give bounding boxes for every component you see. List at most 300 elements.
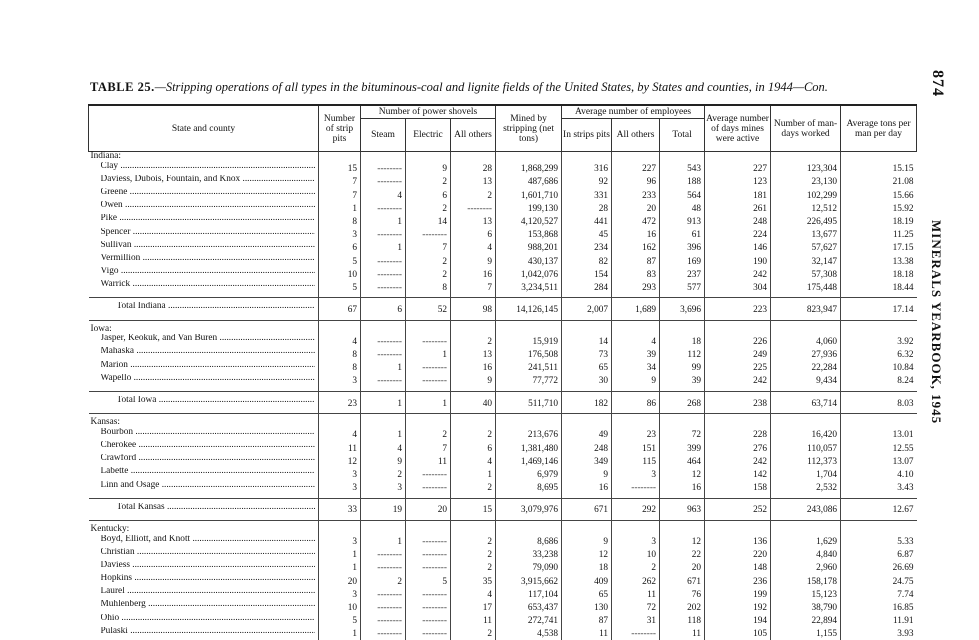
county-name	[89, 481, 319, 494]
employees-all-others: 16	[612, 228, 660, 241]
steam: 6	[361, 298, 406, 320]
header-steam: Steam	[361, 119, 406, 152]
table-body	[89, 152, 917, 640]
empty-cell	[771, 325, 841, 335]
mined: 1,601,710	[496, 188, 562, 201]
empty-cell	[562, 152, 612, 162]
steam: --------	[361, 614, 406, 627]
electric: 7	[406, 441, 451, 454]
tons-per-day: 18.44	[841, 280, 917, 293]
in-strip-pits: 16	[562, 481, 612, 494]
county-name	[89, 267, 319, 280]
days-active: 136	[705, 535, 771, 548]
employees-all-others: 39	[612, 347, 660, 360]
in-strip-pits: 12	[562, 548, 612, 561]
empty-cell	[705, 152, 771, 162]
state-name: Kentucky:	[89, 525, 319, 535]
steam: 2	[361, 574, 406, 587]
days-active: 199	[705, 587, 771, 600]
shovels-all-others: 98	[451, 298, 496, 320]
employees-all-others: 293	[612, 280, 660, 293]
man-days: 57,627	[771, 241, 841, 254]
shovels-all-others: 16	[451, 267, 496, 280]
mined: 272,741	[496, 614, 562, 627]
in-strip-pits: 14	[562, 334, 612, 347]
total-employees: 913	[660, 214, 705, 227]
tons-per-day: 15.15	[841, 162, 917, 175]
in-strip-pits: 87	[562, 614, 612, 627]
electric: --------	[406, 627, 451, 640]
tons-per-day: 13.38	[841, 254, 917, 267]
employees-all-others: 9	[612, 374, 660, 387]
in-strip-pits: 2,007	[562, 298, 612, 320]
man-days: 2,532	[771, 481, 841, 494]
mined: 1,469,146	[496, 454, 562, 467]
strip-pits: 20	[319, 574, 361, 587]
county-row	[89, 535, 917, 548]
county-name	[89, 441, 319, 454]
employees-all-others: 11	[612, 587, 660, 600]
county-name-text: Owen .....	[101, 201, 316, 211]
county-name	[89, 254, 319, 267]
mined: 14,126,145	[496, 298, 562, 320]
tons-per-day: 15.92	[841, 201, 917, 214]
county-row	[89, 280, 917, 293]
county-name-text: Sullivan .....	[101, 241, 316, 251]
county-name	[89, 614, 319, 627]
shovels-all-others: 28	[451, 162, 496, 175]
county-name	[89, 548, 319, 561]
county-name-text: Crawford .....	[101, 454, 316, 464]
days-active: 252	[705, 498, 771, 520]
tons-per-day: 17.14	[841, 298, 917, 320]
county-name	[89, 392, 319, 414]
tons-per-day: 6.87	[841, 548, 917, 561]
mined: 213,676	[496, 428, 562, 441]
man-days: 23,130	[771, 175, 841, 188]
man-days: 226,495	[771, 214, 841, 227]
county-name-text: Christian .....	[101, 548, 316, 558]
days-active: 158	[705, 481, 771, 494]
steam: 3	[361, 481, 406, 494]
shovels-all-others: 13	[451, 347, 496, 360]
employees-all-others: 20	[612, 201, 660, 214]
days-active: 142	[705, 467, 771, 480]
state-name: Iowa:	[89, 325, 319, 335]
header-total-employees: Total	[660, 119, 705, 152]
days-active: 192	[705, 600, 771, 613]
total-employees: 671	[660, 574, 705, 587]
state-heading-row	[89, 152, 917, 162]
shovels-all-others: 17	[451, 600, 496, 613]
mined: 176,508	[496, 347, 562, 360]
days-active: 276	[705, 441, 771, 454]
days-active: 181	[705, 188, 771, 201]
steam: 1	[361, 535, 406, 548]
tons-per-day: 7.74	[841, 587, 917, 600]
man-days: 1,704	[771, 467, 841, 480]
steam: 1	[361, 428, 406, 441]
total-employees: 16	[660, 481, 705, 494]
county-name	[89, 627, 319, 640]
county-name	[89, 561, 319, 574]
total-employees: 72	[660, 428, 705, 441]
in-strip-pits: 11	[562, 627, 612, 640]
tons-per-day: 8.24	[841, 374, 917, 387]
employees-all-others: 3	[612, 535, 660, 548]
tons-per-day: 12.55	[841, 441, 917, 454]
days-active: 228	[705, 428, 771, 441]
shovels-all-others: 16	[451, 361, 496, 374]
electric: 14	[406, 214, 451, 227]
county-row	[89, 428, 917, 441]
electric: 2	[406, 254, 451, 267]
days-active: 148	[705, 561, 771, 574]
electric: 6	[406, 188, 451, 201]
total-employees: 12	[660, 467, 705, 480]
running-header	[924, 70, 954, 530]
county-row	[89, 254, 917, 267]
total-employees: 18	[660, 334, 705, 347]
electric: 1	[406, 347, 451, 360]
total-employees: 99	[660, 361, 705, 374]
empty-cell	[496, 418, 562, 428]
days-active: 249	[705, 347, 771, 360]
steam: 1	[361, 214, 406, 227]
total-employees: 118	[660, 614, 705, 627]
empty-cell	[705, 325, 771, 335]
empty-cell	[361, 525, 406, 535]
county-row	[89, 441, 917, 454]
days-active: 146	[705, 241, 771, 254]
empty-cell	[451, 525, 496, 535]
in-strip-pits: 331	[562, 188, 612, 201]
man-days: 12,512	[771, 201, 841, 214]
shovels-all-others: 2	[451, 535, 496, 548]
strip-pits: 33	[319, 498, 361, 520]
shovels-all-others: --------	[451, 201, 496, 214]
in-strip-pits: 18	[562, 561, 612, 574]
county-row	[89, 228, 917, 241]
days-active: 238	[705, 392, 771, 414]
shovels-all-others: 15	[451, 498, 496, 520]
empty-cell	[319, 418, 361, 428]
tons-per-day: 11.25	[841, 228, 917, 241]
in-strip-pits: 316	[562, 162, 612, 175]
electric: --------	[406, 228, 451, 241]
strip-pits: 3	[319, 467, 361, 480]
in-strip-pits: 182	[562, 392, 612, 414]
tons-per-day: 3.43	[841, 481, 917, 494]
in-strip-pits: 28	[562, 201, 612, 214]
employees-all-others: 115	[612, 454, 660, 467]
mined: 77,772	[496, 374, 562, 387]
empty-cell	[406, 152, 451, 162]
shovels-all-others: 9	[451, 254, 496, 267]
electric: 9	[406, 162, 451, 175]
in-strip-pits: 248	[562, 441, 612, 454]
county-name-text: Laurel .....	[101, 587, 316, 597]
shovels-all-others: 13	[451, 214, 496, 227]
county-row	[89, 175, 917, 188]
table-label: TABLE 25.	[90, 80, 155, 94]
empty-cell	[361, 418, 406, 428]
county-row	[89, 347, 917, 360]
total-employees: 112	[660, 347, 705, 360]
county-name	[89, 498, 319, 520]
county-row	[89, 214, 917, 227]
stripping-operations-table	[88, 104, 917, 640]
county-name-text: Pike .....	[101, 214, 316, 224]
county-row	[89, 267, 917, 280]
shovels-all-others: 4	[451, 241, 496, 254]
in-strip-pits: 130	[562, 600, 612, 613]
total-employees: 268	[660, 392, 705, 414]
strip-pits: 8	[319, 214, 361, 227]
shovels-all-others: 13	[451, 175, 496, 188]
empty-cell	[771, 152, 841, 162]
empty-cell	[771, 525, 841, 535]
shovels-all-others: 2	[451, 334, 496, 347]
tons-per-day: 18.18	[841, 267, 917, 280]
steam: 1	[361, 241, 406, 254]
empty-cell	[612, 152, 660, 162]
county-name	[89, 175, 319, 188]
state-total-row	[89, 298, 917, 320]
tons-per-day: 16.85	[841, 600, 917, 613]
shovels-all-others: 6	[451, 441, 496, 454]
days-active: 105	[705, 627, 771, 640]
county-row	[89, 241, 917, 254]
in-strip-pits: 349	[562, 454, 612, 467]
total-employees: 464	[660, 454, 705, 467]
county-row	[89, 374, 917, 387]
steam: --------	[361, 561, 406, 574]
steam: 19	[361, 498, 406, 520]
days-active: 261	[705, 201, 771, 214]
empty-cell	[771, 418, 841, 428]
county-name-text: Daviess .....	[101, 561, 316, 571]
mined: 8,695	[496, 481, 562, 494]
tons-per-day: 26.69	[841, 561, 917, 574]
empty-cell	[496, 152, 562, 162]
employees-all-others: 233	[612, 188, 660, 201]
empty-cell	[319, 525, 361, 535]
county-name-text: Cherokee .....	[101, 441, 316, 451]
total-employees: 543	[660, 162, 705, 175]
shovels-all-others: 2	[451, 481, 496, 494]
empty-cell	[451, 325, 496, 335]
mined: 1,868,299	[496, 162, 562, 175]
steam: --------	[361, 587, 406, 600]
mined: 4,120,527	[496, 214, 562, 227]
employees-all-others: --------	[612, 627, 660, 640]
total-employees: 12	[660, 535, 705, 548]
electric: 2	[406, 175, 451, 188]
county-name	[89, 214, 319, 227]
electric: --------	[406, 561, 451, 574]
county-name-text: Total Indiana .....	[117, 302, 316, 312]
employees-all-others: 23	[612, 428, 660, 441]
steam: --------	[361, 228, 406, 241]
employees-all-others: 34	[612, 361, 660, 374]
employees-all-others: 227	[612, 162, 660, 175]
strip-pits: 5	[319, 280, 361, 293]
steam: 1	[361, 361, 406, 374]
empty-cell	[612, 418, 660, 428]
total-employees: 39	[660, 374, 705, 387]
tons-per-day: 11.91	[841, 614, 917, 627]
county-row	[89, 162, 917, 175]
empty-cell	[451, 418, 496, 428]
county-name	[89, 600, 319, 613]
state-name: Indiana:	[89, 152, 319, 162]
days-active: 242	[705, 454, 771, 467]
mined: 653,437	[496, 600, 562, 613]
strip-pits: 5	[319, 254, 361, 267]
header-man-days: Number of man-days worked	[771, 105, 841, 152]
mined: 988,201	[496, 241, 562, 254]
strip-pits: 3	[319, 535, 361, 548]
empty-cell	[562, 418, 612, 428]
county-name-text: Warrick .....	[101, 280, 316, 290]
empty-cell	[660, 525, 705, 535]
county-name-text: Jasper, Keokuk, and Van Buren .....	[101, 334, 316, 344]
strip-pits: 3	[319, 228, 361, 241]
days-active: 123	[705, 175, 771, 188]
employees-all-others: 162	[612, 241, 660, 254]
steam: --------	[361, 254, 406, 267]
county-row	[89, 548, 917, 561]
county-row	[89, 587, 917, 600]
empty-cell	[612, 325, 660, 335]
empty-cell	[451, 152, 496, 162]
man-days: 22,894	[771, 614, 841, 627]
county-name-text: Bourbon .....	[101, 428, 316, 438]
tons-per-day: 10.84	[841, 361, 917, 374]
shovels-all-others: 2	[451, 188, 496, 201]
employees-all-others: 1,689	[612, 298, 660, 320]
in-strip-pits: 45	[562, 228, 612, 241]
shovels-all-others: 35	[451, 574, 496, 587]
empty-cell	[361, 325, 406, 335]
steam: --------	[361, 374, 406, 387]
header-all-others-shovels: All others	[451, 119, 496, 152]
steam: --------	[361, 548, 406, 561]
county-name	[89, 454, 319, 467]
header-days-active: Average number of days mines were active	[705, 105, 771, 152]
steam: --------	[361, 162, 406, 175]
electric: 2	[406, 267, 451, 280]
man-days: 158,178	[771, 574, 841, 587]
county-name-text: Vermillion .....	[101, 254, 316, 264]
strip-pits: 8	[319, 361, 361, 374]
mined: 3,079,976	[496, 498, 562, 520]
strip-pits: 1	[319, 627, 361, 640]
strip-pits: 1	[319, 561, 361, 574]
mined: 1,042,076	[496, 267, 562, 280]
man-days: 57,308	[771, 267, 841, 280]
empty-cell	[705, 525, 771, 535]
strip-pits: 10	[319, 267, 361, 280]
electric: --------	[406, 548, 451, 561]
man-days: 32,147	[771, 254, 841, 267]
tons-per-day: 13.01	[841, 428, 917, 441]
empty-cell	[496, 325, 562, 335]
county-name-text: Labette .....	[101, 467, 316, 477]
electric: 5	[406, 574, 451, 587]
mined: 6,979	[496, 467, 562, 480]
man-days: 38,790	[771, 600, 841, 613]
employees-all-others: 10	[612, 548, 660, 561]
steam: 4	[361, 441, 406, 454]
strip-pits: 3	[319, 481, 361, 494]
shovels-all-others: 40	[451, 392, 496, 414]
man-days: 1,629	[771, 535, 841, 548]
empty-cell	[841, 418, 917, 428]
strip-pits: 11	[319, 441, 361, 454]
days-active: 225	[705, 361, 771, 374]
state-name: Kansas:	[89, 418, 319, 428]
empty-cell	[841, 325, 917, 335]
man-days: 22,284	[771, 361, 841, 374]
total-employees: 22	[660, 548, 705, 561]
total-employees: 577	[660, 280, 705, 293]
header-electric: Electric	[406, 119, 451, 152]
strip-pits: 23	[319, 392, 361, 414]
steam: --------	[361, 280, 406, 293]
strip-pits: 15	[319, 162, 361, 175]
in-strip-pits: 49	[562, 428, 612, 441]
header-employees: Average number of employees	[562, 105, 705, 119]
days-active: 236	[705, 574, 771, 587]
days-active: 190	[705, 254, 771, 267]
mined: 511,710	[496, 392, 562, 414]
total-employees: 237	[660, 267, 705, 280]
county-row	[89, 334, 917, 347]
days-active: 194	[705, 614, 771, 627]
county-name	[89, 574, 319, 587]
mined: 117,104	[496, 587, 562, 600]
empty-cell	[406, 418, 451, 428]
county-name	[89, 374, 319, 387]
man-days: 243,086	[771, 498, 841, 520]
in-strip-pits: 65	[562, 587, 612, 600]
page-number: 874	[928, 70, 946, 97]
electric: 20	[406, 498, 451, 520]
steam: 4	[361, 188, 406, 201]
shovels-all-others: 6	[451, 228, 496, 241]
in-strip-pits: 409	[562, 574, 612, 587]
mined: 8,686	[496, 535, 562, 548]
county-row	[89, 561, 917, 574]
strip-pits: 8	[319, 347, 361, 360]
days-active: 220	[705, 548, 771, 561]
header-strip-pits: Number of strip pits	[319, 105, 361, 152]
tons-per-day: 5.33	[841, 535, 917, 548]
tons-per-day: 17.15	[841, 241, 917, 254]
mined: 430,137	[496, 254, 562, 267]
mined: 199,130	[496, 201, 562, 214]
total-employees: 11	[660, 627, 705, 640]
shovels-all-others: 1	[451, 467, 496, 480]
county-name-text: Marion .....	[101, 361, 316, 371]
employees-all-others: 3	[612, 467, 660, 480]
state-heading-row	[89, 525, 917, 535]
total-employees: 963	[660, 498, 705, 520]
days-active: 223	[705, 298, 771, 320]
tons-per-day: 3.92	[841, 334, 917, 347]
